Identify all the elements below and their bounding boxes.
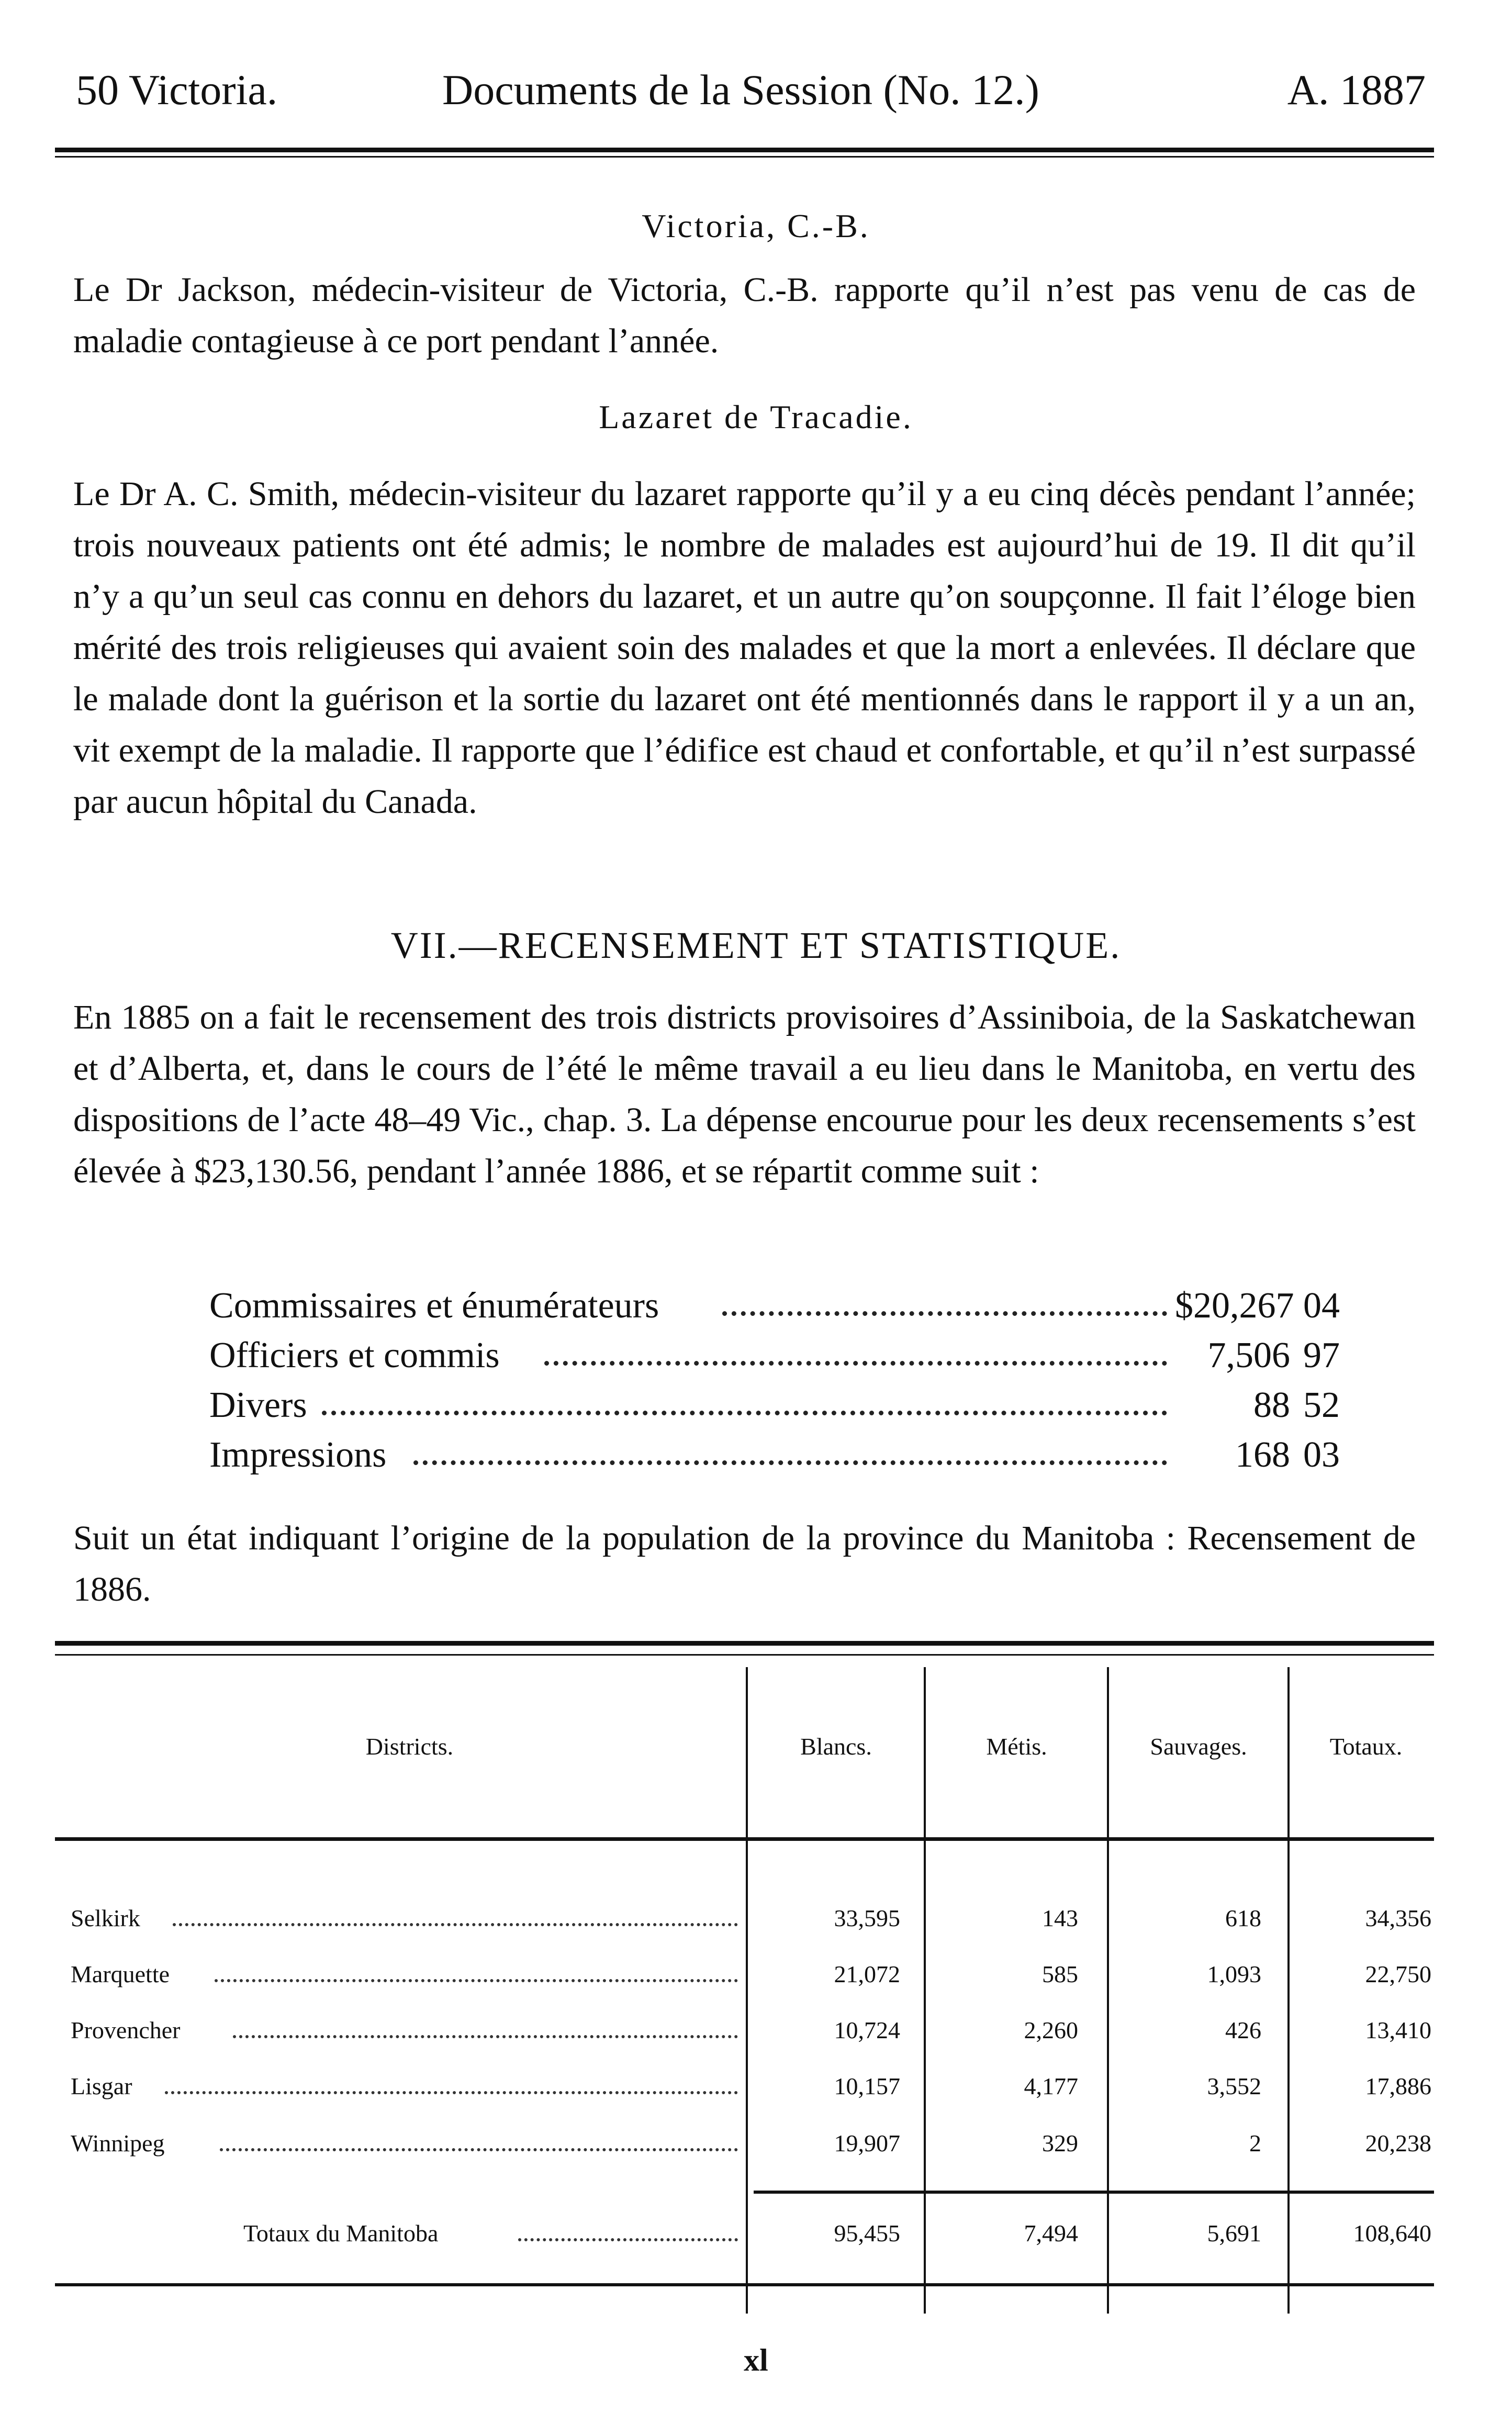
- total-metis: 7,494: [1024, 2220, 1078, 2247]
- cell-blancs: 19,907: [834, 2130, 900, 2157]
- expense-dollars: $20,267: [1175, 1286, 1294, 1326]
- expense-row: [209, 1434, 1340, 1484]
- column-header-districts: Districts.: [365, 1733, 454, 1760]
- section-heading-lazaret: Lazaret de Tracadie.: [599, 398, 913, 435]
- expense-label: Impressions: [209, 1435, 387, 1475]
- cell-totaux: 20,238: [1365, 2130, 1431, 2157]
- cell-sauvages: 2: [1249, 2130, 1261, 2157]
- expense-cents: 04: [1303, 1286, 1340, 1326]
- leader-dots: [544, 1361, 1167, 1366]
- expense-dollars: 168: [1235, 1435, 1290, 1475]
- leader-dots: [233, 2035, 738, 2038]
- cell-blancs: 33,595: [834, 1905, 900, 1931]
- district-name: Winnipeg: [71, 2130, 165, 2157]
- expense-cents: 52: [1303, 1385, 1340, 1425]
- cell-sauvages: 618: [1225, 1905, 1261, 1931]
- header-rule-thin: [55, 156, 1434, 158]
- leader-dots: [413, 1460, 1167, 1465]
- cell-metis: 329: [1042, 2130, 1078, 2157]
- cell-metis: 143: [1042, 1905, 1078, 1931]
- cell-totaux: 13,410: [1365, 2017, 1431, 2043]
- cell-totaux: 17,886: [1365, 2073, 1431, 2099]
- expense-cents: 03: [1303, 1435, 1340, 1475]
- expense-dollars: 88: [1253, 1385, 1290, 1425]
- section-heading-census: VII.—RECENSEMENT ET STATISTIQUE.: [390, 924, 1122, 966]
- column-divider: [1287, 1667, 1290, 2314]
- leader-dots: [215, 1979, 738, 1982]
- leader-dots: [722, 1311, 1167, 1316]
- district-name: Provencher: [71, 2017, 181, 2043]
- paragraph-table-intro: Suit un état indiquant l’origine de la population de la province du Manitoba : Recensement de 1886.: [73, 1519, 1416, 1608]
- leader-dots: [173, 1923, 738, 1926]
- header-volume: 50 Victoria.: [76, 66, 278, 114]
- leader-dots: [220, 2148, 738, 2151]
- column-header-blancs: Blancs.: [800, 1733, 872, 1760]
- cell-sauvages: 3,552: [1207, 2073, 1261, 2099]
- total-blancs: 95,455: [834, 2220, 900, 2247]
- cell-metis: 2,260: [1024, 2017, 1078, 2043]
- total-label: Totaux du Manitoba: [243, 2220, 439, 2247]
- expense-cents: 97: [1303, 1335, 1340, 1376]
- expense-label: Commissaires et énumérateurs: [209, 1286, 659, 1326]
- expense-label: Divers: [209, 1385, 307, 1425]
- cell-totaux: 34,356: [1365, 1905, 1431, 1931]
- cell-blancs: 10,724: [834, 2017, 900, 2043]
- district-name: Selkirk: [71, 1905, 140, 1931]
- cell-totaux: 22,750: [1365, 1961, 1431, 1987]
- column-header-sauvages: Sauvages.: [1150, 1733, 1247, 1760]
- column-header-metis: Métis.: [986, 1733, 1047, 1760]
- expense-row: [209, 1384, 1340, 1434]
- paragraph-census: En 1885 on a fait le recensement des trois districts provisoires d’Assiniboia, de la Saskatchewan et d’Alberta, et, dans le cours de l’été le même travail a eu lieu dans le Manitoba, en vertu des dispositions de l’acte 48–49 Vic., chap. 3. La dépense encourue pour les deux recensements s’est élevée à $23,130.56, pendant l’année 1886, et se répartit comme suit :: [73, 998, 1416, 1190]
- total-totaux: 108,640: [1353, 2220, 1431, 2247]
- expense-label: Officiers et commis: [209, 1335, 500, 1376]
- cell-sauvages: 1,093: [1207, 1961, 1261, 1987]
- total-sauvages: 5,691: [1207, 2220, 1261, 2247]
- cell-metis: 585: [1042, 1961, 1078, 1987]
- column-divider: [924, 1667, 926, 2314]
- expense-dollars: 7,506: [1207, 1335, 1290, 1376]
- column-divider: [1107, 1667, 1109, 2314]
- cell-blancs: 10,157: [834, 2073, 900, 2099]
- page-number: xl: [744, 2343, 768, 2377]
- table-top-rule: [55, 1641, 1434, 1646]
- paragraph-lazaret: Le Dr A. C. Smith, médecin-visiteur du lazaret rapporte qu’il y a eu cinq décès pendant l’année; trois nouveaux patients ont été admis; le nombre de malades est aujourd’hui de 19. Il dit qu’il n’y a qu’un seul cas connu en dehors du lazaret, et un autre qu’on soupçonne. Il fait l’éloge bien mérité des trois religieuses qui avaient soin des malades et que la mort a enlevées. Il déclare que le malade dont la guérison et la sortie du lazaret ont été mentionnés dans le rapport il y a un an, vit exempt de la maladie. Il rapporte que l’édifice est chaud et confortable, et qu’il n’est surpassé par aucun hôpital du Canada.: [73, 475, 1416, 821]
- leader-dots: [322, 1411, 1167, 1415]
- leader-dots: [165, 2091, 738, 2094]
- paragraph-victoria: Le Dr Jackson, médecin-visiteur de Victoria, C.-B. rapporte qu’il n’est pas venu de cas de maladie contagieuse à ce port pendant l’année.: [73, 271, 1416, 360]
- district-name: Lisgar: [71, 2073, 132, 2099]
- header-title: Documents de la Session (No. 12.): [442, 66, 1039, 114]
- expense-row: [209, 1285, 1340, 1335]
- expense-row: [209, 1335, 1340, 1384]
- header-separator: [55, 1837, 1434, 1841]
- leader-dots: [518, 2238, 738, 2241]
- section-heading-victoria: Victoria, C.-B.: [642, 207, 870, 244]
- table-top-rule-thin: [55, 1654, 1434, 1656]
- cell-sauvages: 426: [1225, 2017, 1261, 2043]
- header-year: A. 1887: [1287, 66, 1426, 114]
- column-divider: [746, 1667, 748, 2314]
- cell-blancs: 21,072: [834, 1961, 900, 1987]
- table-bottom-rule: [55, 2283, 1434, 2286]
- total-rule: [754, 2191, 1434, 2194]
- header-rule: [55, 148, 1434, 152]
- cell-metis: 4,177: [1024, 2073, 1078, 2099]
- column-header-totaux: Totaux.: [1329, 1733, 1403, 1760]
- district-name: Marquette: [71, 1961, 170, 1987]
